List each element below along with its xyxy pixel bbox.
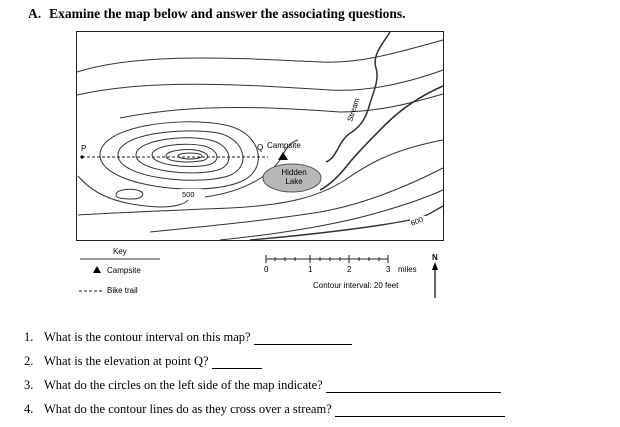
key-campsite-icon xyxy=(93,266,101,273)
hill-contour xyxy=(166,150,208,162)
scale-tick-0: 0 xyxy=(264,265,269,274)
question-1 xyxy=(24,330,614,354)
scale-bar xyxy=(266,255,388,263)
point-p-label: P xyxy=(81,144,87,153)
question-text: What is the contour interval on this map? xyxy=(44,330,251,344)
contour-line xyxy=(77,70,443,95)
question-number: 4. xyxy=(24,402,34,416)
stream xyxy=(326,32,390,162)
question-text: What do the contour lines do as they cross over a stream? xyxy=(44,402,332,416)
answer-blank-2[interactable] xyxy=(212,356,262,369)
lake-label-line2: Lake xyxy=(285,177,303,186)
section-letter: A. xyxy=(28,6,42,21)
lake-label-line1: Hidden xyxy=(281,168,307,177)
scale-tick-2: 2 xyxy=(347,265,352,274)
contour-label-500: 500 xyxy=(182,190,195,199)
small-oval-contour xyxy=(116,189,143,199)
north-label: N xyxy=(432,253,438,262)
key-bike-trail-label: Bike trail xyxy=(107,286,138,295)
point-q-label: Q xyxy=(257,143,264,152)
question-number: 2. xyxy=(24,354,34,368)
answer-blank-1[interactable] xyxy=(254,332,352,345)
campsite-marker xyxy=(278,152,288,160)
point-p-marker xyxy=(80,155,83,158)
contour-interval-note: Contour interval: 20 feet xyxy=(313,281,399,290)
answer-blank-3[interactable] xyxy=(326,380,501,393)
scale-unit: miles xyxy=(398,265,417,274)
question-2 xyxy=(24,354,614,378)
contour-line xyxy=(78,176,188,207)
scale-tick-1: 1 xyxy=(308,265,313,274)
heading-text: Examine the map below and answer the associating questions. xyxy=(49,6,406,21)
question-number: 3. xyxy=(24,378,34,392)
hill-contour xyxy=(136,138,229,173)
question-text: What do the circles on the left side of the map indicate? xyxy=(44,378,323,392)
key-campsite-label: Campsite xyxy=(107,266,141,275)
contour-label-600: 600 xyxy=(409,214,425,228)
contour-line xyxy=(77,40,443,72)
contour-line xyxy=(320,86,443,190)
question-text: What is the elevation at point Q? xyxy=(44,354,209,368)
question-4 xyxy=(24,402,614,426)
question-number: 1. xyxy=(24,330,34,344)
key-title: Key xyxy=(113,247,127,256)
stream-label: Stream xyxy=(345,96,362,123)
hilltop-contour xyxy=(178,153,202,159)
contour-line xyxy=(120,94,443,118)
scale-tick-3: 3 xyxy=(386,265,391,274)
campsite-label: Campsite xyxy=(267,141,301,150)
answer-blank-4[interactable] xyxy=(335,404,505,417)
question-3 xyxy=(24,378,614,402)
question-list xyxy=(24,330,614,426)
north-arrow-icon xyxy=(432,262,438,298)
hill-contour xyxy=(100,122,258,189)
